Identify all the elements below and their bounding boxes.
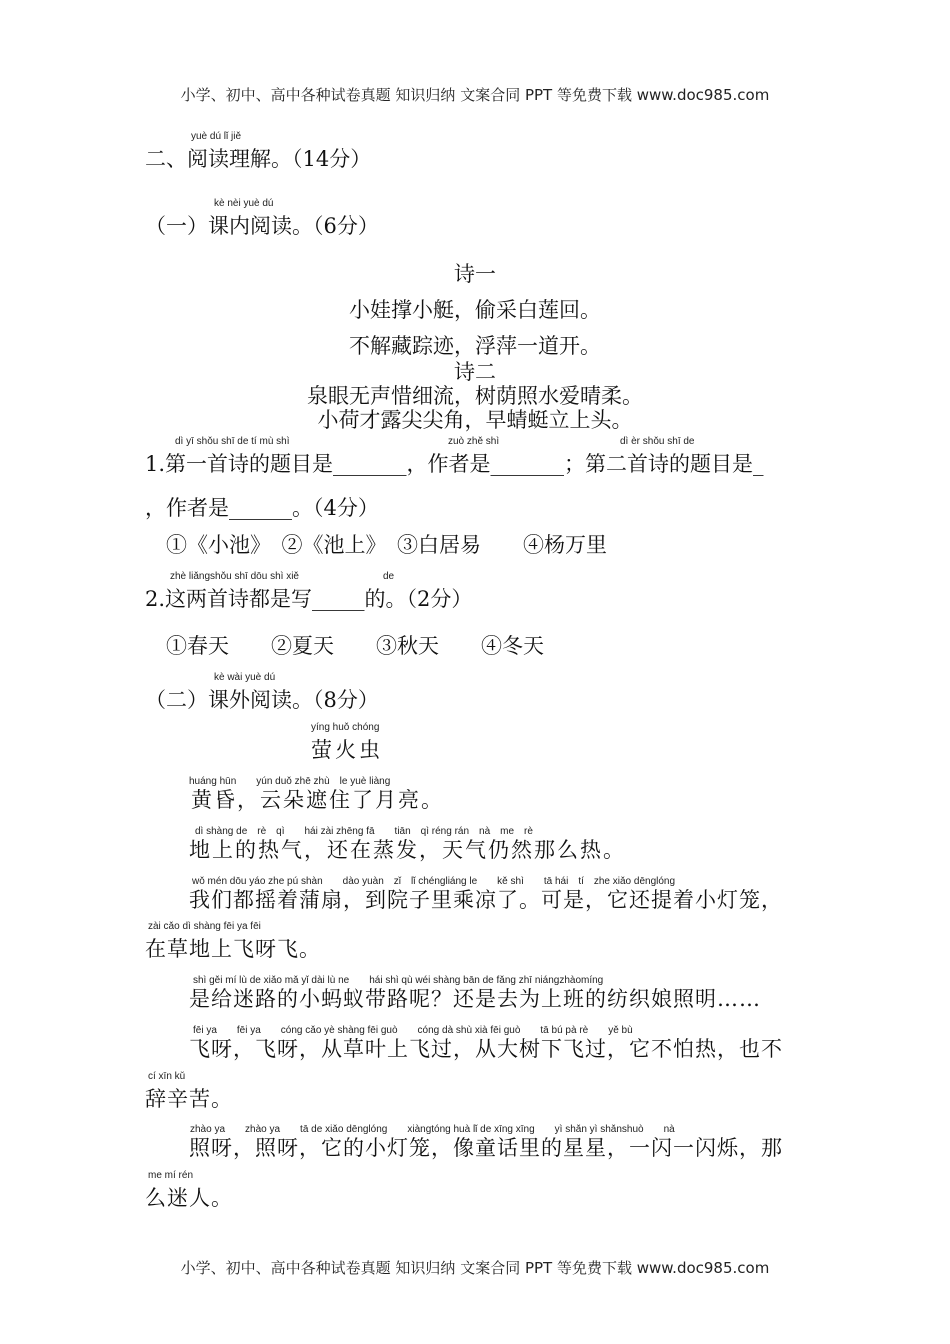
pinyin-p1: huáng hūn yún duǒ zhē zhù le yuè liàng — [189, 776, 391, 787]
pinyin-q1-b: zuò zhě shì — [448, 436, 500, 447]
paragraph-1: 黄昏，云朵遮住了月亮。 — [191, 788, 444, 812]
paragraph-6: 照呀，照呀，它的小灯笼，像童话里的星星，一闪一闪烁，那 — [189, 1136, 783, 1160]
poem1-line1: 小娃撑小艇，偷采白莲回。 — [349, 298, 601, 322]
pinyin-section2: yuè dú lǐ jiě — [191, 131, 242, 142]
pinyin-p3a: wǒ mén dōu yáo zhe pú shàn dào yuàn zǐ lǐ chéngliáng le kě shì tā hái tí zhe xiǎo dēnglóng — [192, 876, 676, 887]
paragraph-5: 飞呀，飞呀，从草叶上飞过，从大树下飞过，它不怕热，也不 — [189, 1037, 783, 1061]
question-2: 2.这两首诗都是写_____的。（2分） — [145, 587, 473, 611]
pinyin-story-title: yíng huǒ chóng — [311, 722, 380, 733]
pinyin-q1-a: dì yī shǒu shī de tí mù shì — [175, 436, 290, 447]
poem1-line2: 不解藏踪迹，浮萍一道开。 — [349, 334, 601, 358]
question-1: 1.第一首诗的题目是_______，作者是_______；第二首诗的题目是_ — [145, 452, 764, 476]
pinyin-p3b: zài cǎo dì shàng fēi ya fēi — [148, 921, 261, 932]
question-1-options: ①《小池》 ②《池上》 ③白居易 ④杨万里 — [166, 533, 607, 557]
part1-title: （一）课内阅读。（6分） — [145, 214, 379, 238]
paragraph-6-cont: 么迷人。 — [145, 1186, 233, 1210]
section2-title: 二、阅读理解。（14分） — [145, 147, 372, 171]
question-2-options: ①春天 ②夏天 ③秋天 ④冬天 — [166, 634, 544, 658]
pinyin-p4: shì gěi mí lù de xiǎo mǎ yǐ dài lù ne hái shì qù wéi shàng bān de fǎng zhī niángzhàomíng — [193, 975, 604, 986]
pinyin-q1-c: dì èr shǒu shī de — [620, 436, 695, 447]
pinyin-p6b: me mí rén — [148, 1170, 194, 1181]
paragraph-2: 地上的热气，还在蒸发，天气仍然那么热。 — [189, 838, 626, 862]
pinyin-p2: dì shàng de rè qì hái zài zhēng fā tiān qì réng rán nà me rè — [195, 826, 533, 837]
pinyin-p5b: cí xīn kǔ — [148, 1071, 186, 1082]
paragraph-3: 我们都摇着蒲扇，到院子里乘凉了。可是，它还提着小灯笼， — [189, 888, 783, 912]
pinyin-q2-b: de — [383, 571, 395, 582]
question-1-cont: ，作者是______。（4分） — [145, 496, 379, 520]
paragraph-4: 是给迷路的小蚂蚁带路呢？还是去为上班的纺织娘照明…… — [189, 987, 761, 1011]
pinyin-q2-a: zhè liǎngshǒu shī dōu shì xiě — [170, 571, 299, 582]
pinyin-part2: kè wài yuè dú — [214, 672, 276, 683]
poem1-title: 诗一 — [454, 262, 496, 286]
poem2-title: 诗二 — [454, 360, 496, 384]
pinyin-part1: kè nèi yuè dú — [214, 198, 274, 209]
page-header: 小学、初中、高中各种试卷真题 知识归纳 文案合同 PPT 等免费下载 www.doc985.com — [180, 86, 770, 104]
story-title: 萤火虫 — [311, 738, 383, 762]
pinyin-p6a: zhào ya zhào ya tā de xiǎo dēnglóng xiàngtóng huà lǐ de xīng xīng yì shǎn yì shǎnshuò nà — [190, 1124, 675, 1135]
poem2-line2: 小荷才露尖尖角，早蜻蜓立上头。 — [317, 408, 633, 432]
part2-title: （二）课外阅读。（8分） — [145, 688, 379, 712]
pinyin-p5a: fēi ya fēi ya cóng cǎo yè shàng fēi guò cóng dà shù xià fēi guò tā bú pà rè yě bù — [193, 1025, 633, 1036]
poem2-line1: 泉眼无声惜细流，树荫照水爱晴柔。 — [307, 384, 643, 408]
paragraph-5-cont: 辞辛苦。 — [145, 1087, 233, 1111]
paragraph-3-cont: 在草地上飞呀飞。 — [145, 937, 321, 961]
page-footer: 小学、初中、高中各种试卷真题 知识归纳 文案合同 PPT 等免费下载 www.doc985.com — [180, 1259, 770, 1277]
